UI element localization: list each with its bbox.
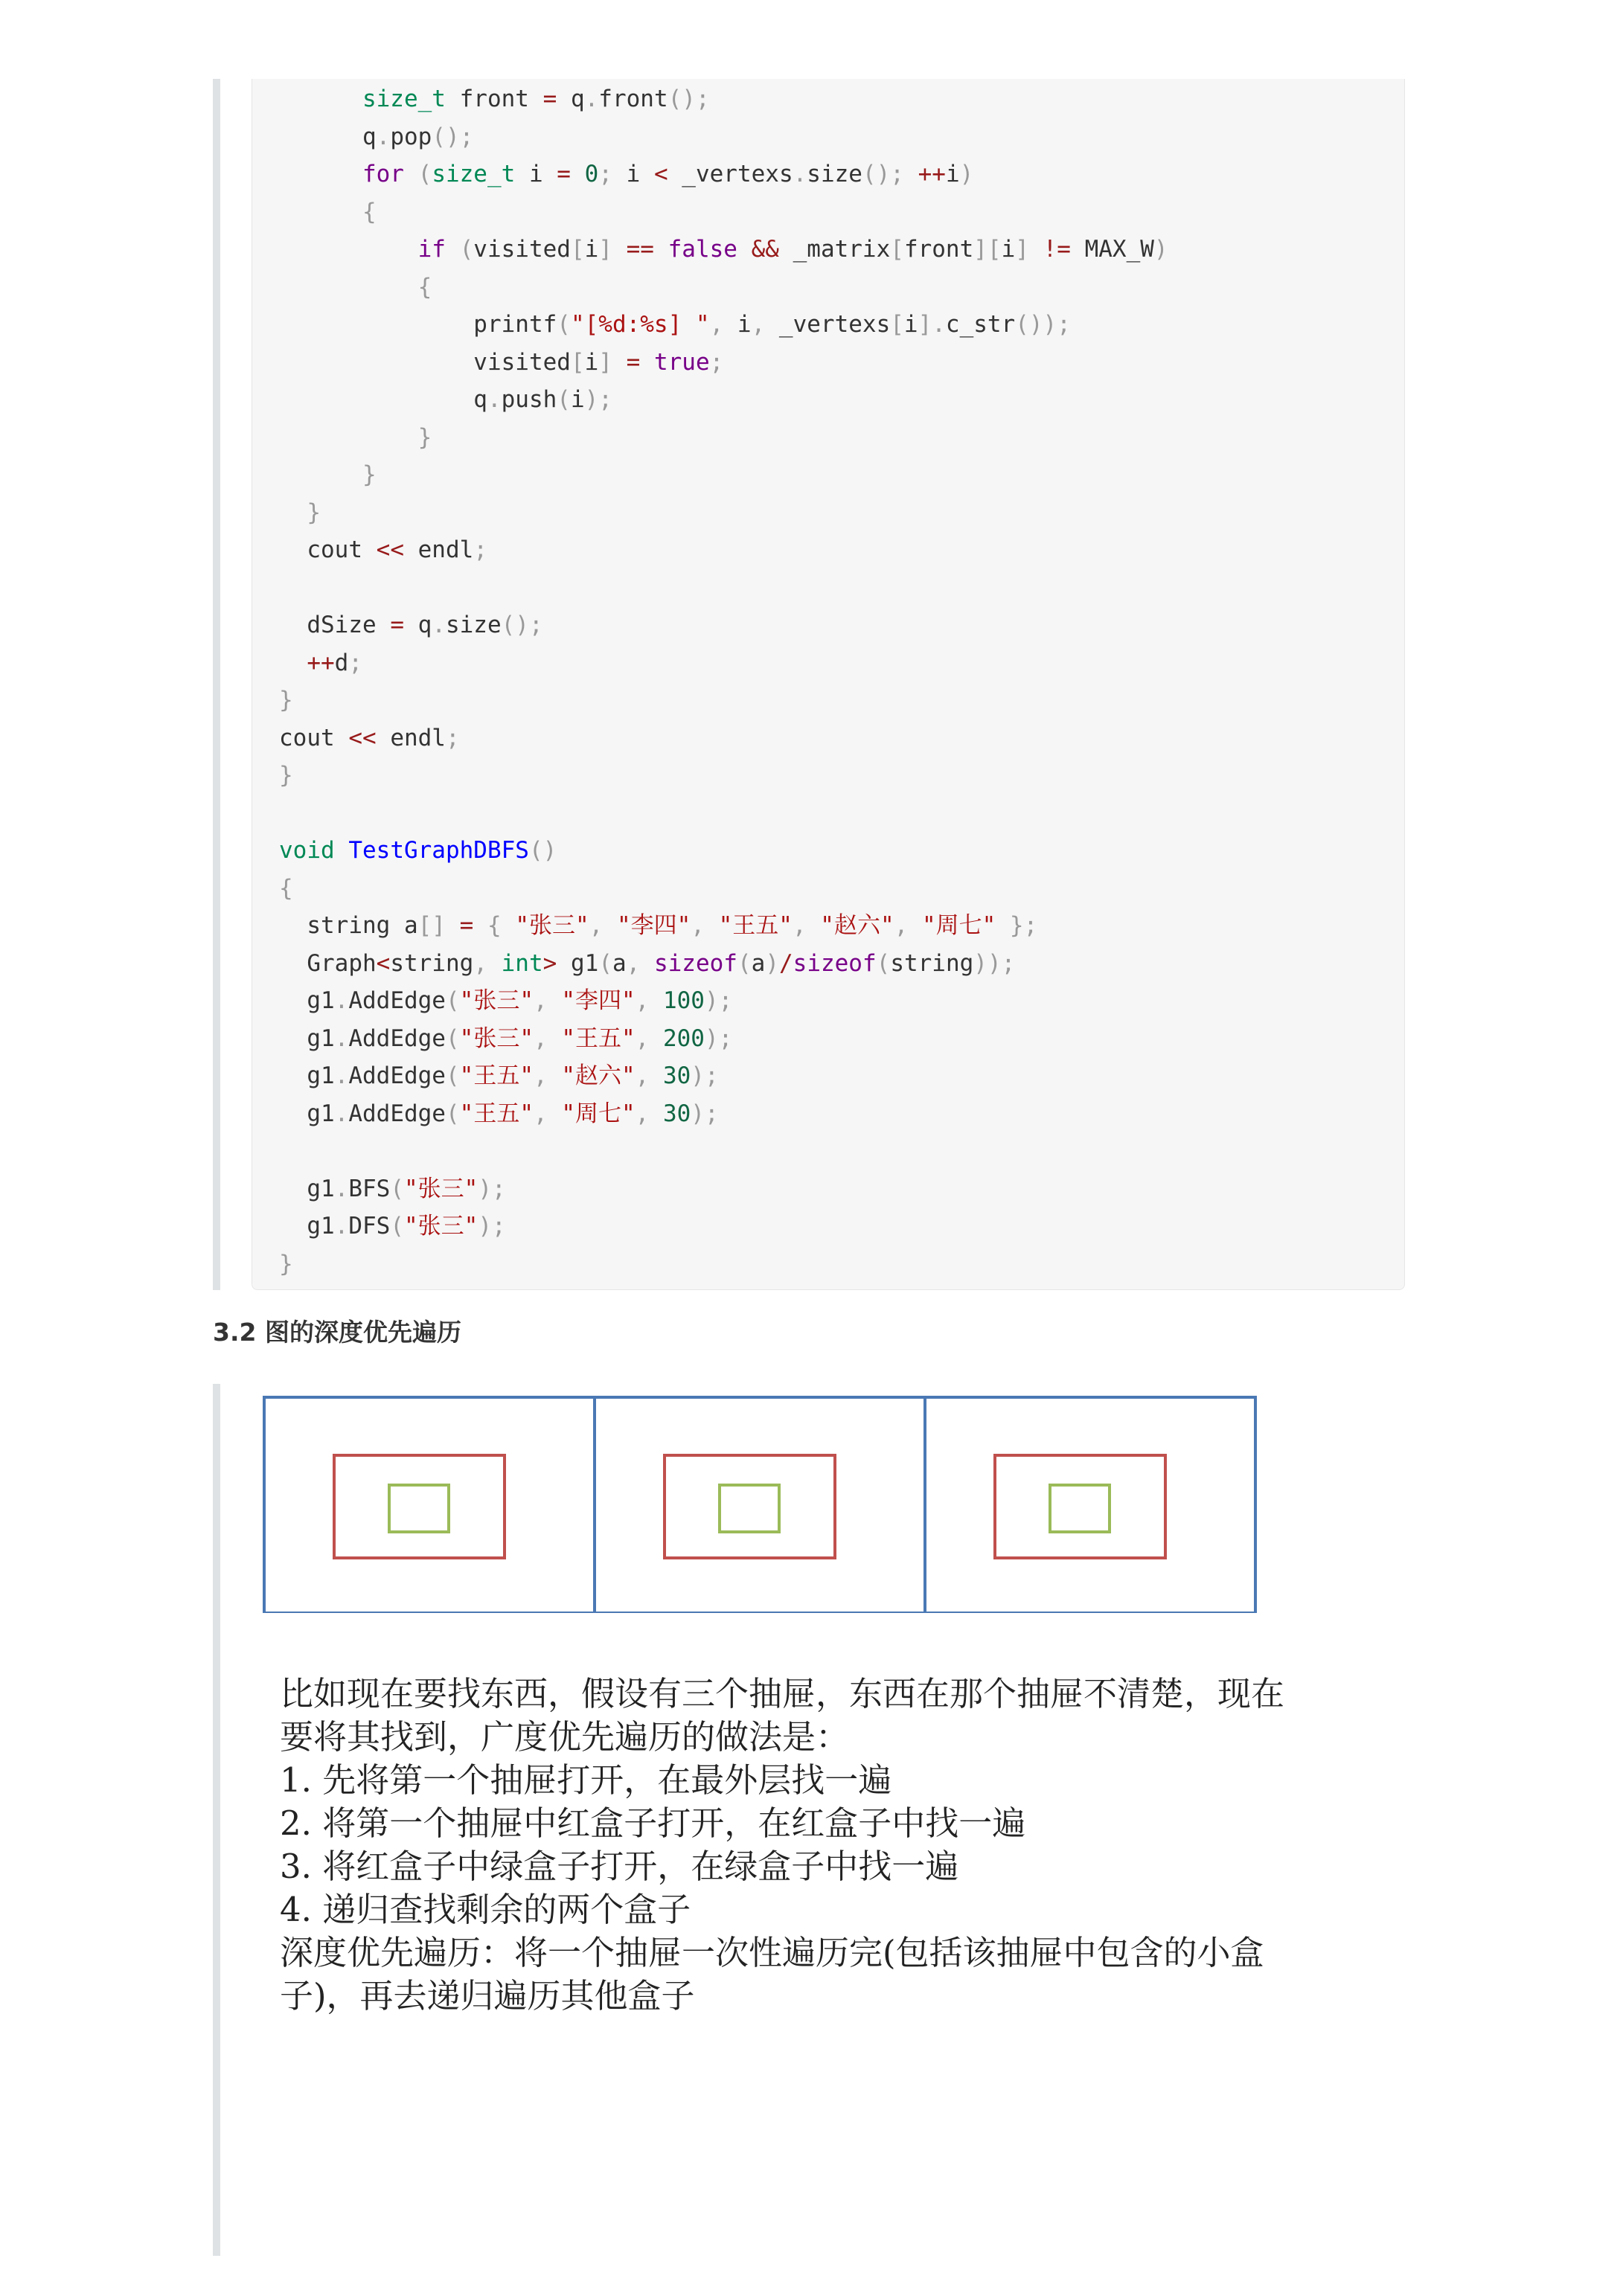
code-token: _matrix xyxy=(778,236,891,263)
code-token: , xyxy=(635,987,663,1014)
description-text xyxy=(280,1673,1411,2018)
code-token: ( xyxy=(390,1213,404,1240)
drawer-1-red-box xyxy=(334,1455,505,1558)
code-line xyxy=(279,193,377,231)
code-token: i xyxy=(903,311,918,338)
code-token: int xyxy=(501,949,543,977)
code-token: , xyxy=(533,987,562,1014)
code-token: )); xyxy=(973,949,1016,977)
code-token: () xyxy=(528,837,557,864)
description-line: 要将其找到，广度优先遍历的做法是： xyxy=(280,1717,850,1757)
code-token: g1 xyxy=(279,1100,335,1127)
code-token: size xyxy=(445,612,502,638)
code-token: i xyxy=(1001,236,1016,263)
code-line xyxy=(279,155,973,193)
code-token: 30 xyxy=(662,1062,691,1089)
code-token: . xyxy=(584,86,599,112)
code-token xyxy=(737,236,752,263)
drawer-2-red-box xyxy=(665,1455,835,1558)
code-token: cout xyxy=(279,536,377,563)
code-token: ++ xyxy=(918,161,946,187)
code-token: sizeof xyxy=(793,949,877,977)
code-token: i xyxy=(584,236,599,263)
code-line xyxy=(279,757,293,794)
code-token: size xyxy=(807,161,862,187)
code-line xyxy=(279,1245,293,1283)
code-token xyxy=(279,161,362,187)
code-token: "周七" xyxy=(561,1100,636,1127)
code-token: , xyxy=(894,912,922,939)
code-token: "赵六" xyxy=(820,912,894,939)
code-token: g1 xyxy=(279,1213,335,1240)
code-token: ); xyxy=(478,1213,506,1240)
description-line: 2. 将第一个抽屉中红盒子打开，在红盒子中找一遍 xyxy=(280,1803,1026,1843)
code-token: . xyxy=(432,612,446,638)
code-token: [ xyxy=(890,236,904,263)
code-token: . xyxy=(334,1175,349,1202)
code-token: MAX_W xyxy=(1070,236,1154,263)
code-token: "李四" xyxy=(616,912,691,939)
code-token: } xyxy=(279,1250,293,1277)
description-line: 3. 将红盒子中绿盒子打开，在绿盒子中找一遍 xyxy=(280,1847,959,1886)
code-line xyxy=(279,80,710,118)
code-token: TestGraphDBFS xyxy=(348,837,529,864)
code-token: . xyxy=(334,987,349,1014)
code-token: ( xyxy=(403,161,432,187)
code-token: visited xyxy=(279,348,571,376)
description-line: 比如现在要找东西，假设有三个抽屉，东西在那个抽屉不清楚，现在 xyxy=(280,1674,1285,1713)
code-token xyxy=(279,199,362,225)
code-line xyxy=(279,644,362,682)
code-token: "张三" xyxy=(515,912,589,939)
code-token: . xyxy=(334,1024,349,1052)
drawer-3-green-box xyxy=(1050,1485,1110,1532)
code-token: string xyxy=(390,949,474,977)
code-token: front xyxy=(445,86,543,112)
section-heading: 3.2 图的深度优先遍历 xyxy=(213,1318,461,1347)
code-token: { xyxy=(279,874,293,902)
code-token: ); xyxy=(584,386,612,413)
description-line: 4. 递归查找剩余的两个盒子 xyxy=(280,1890,691,1929)
code-token: i xyxy=(570,386,585,413)
code-token: "王五" xyxy=(459,1100,534,1127)
code-token: for xyxy=(362,161,404,187)
code-token: d xyxy=(334,649,349,676)
code-token: ( xyxy=(598,949,612,977)
code-token: }; xyxy=(996,912,1038,939)
figure-quote-bar xyxy=(213,1384,220,2256)
code-token: q xyxy=(279,386,487,413)
code-token: ( xyxy=(737,949,752,977)
code-token: 30 xyxy=(662,1100,691,1127)
code-token: g1 xyxy=(279,1175,335,1202)
code-token: > xyxy=(542,949,557,977)
code-token: front xyxy=(903,236,974,263)
code-token: "[%d:%s] " xyxy=(570,311,710,338)
code-token: BFS xyxy=(348,1175,391,1202)
code-token: } xyxy=(279,762,293,789)
code-token: sizeof xyxy=(653,949,737,977)
code-token: ); xyxy=(691,1062,719,1089)
code-token: "王五" xyxy=(459,1062,534,1089)
code-token: i xyxy=(737,311,752,338)
code-token: ++ xyxy=(307,649,335,676)
code-token: , xyxy=(709,311,737,338)
code-token: , xyxy=(533,1100,562,1127)
code-token: . xyxy=(487,386,502,413)
code-line xyxy=(279,907,1037,944)
code-token: ) xyxy=(1153,236,1168,263)
code-token: ); xyxy=(478,1175,506,1202)
code-token: g1 xyxy=(279,1024,335,1052)
code-token: false xyxy=(668,236,737,263)
code-token xyxy=(279,650,307,676)
code-token: , xyxy=(626,949,654,977)
code-token: << xyxy=(348,724,377,751)
code-token xyxy=(279,274,418,301)
code-token: . xyxy=(793,161,807,187)
code-token: , xyxy=(533,1062,562,1089)
code-token: Graph xyxy=(279,949,377,977)
code-token: ][ xyxy=(973,236,1002,263)
code-token xyxy=(279,236,418,263)
code-token: dSize xyxy=(279,612,391,638)
code-token: ; xyxy=(445,724,460,751)
code-token: c_str xyxy=(945,311,1016,338)
code-line xyxy=(279,982,732,1019)
drawer-1-green-box xyxy=(389,1485,449,1532)
code-token: ); xyxy=(691,1100,719,1127)
code-token: } xyxy=(307,498,321,526)
code-token: , xyxy=(473,949,502,977)
code-block xyxy=(252,79,1405,1290)
code-token: ]. xyxy=(918,311,946,338)
code-line xyxy=(279,1020,732,1057)
code-token: "王五" xyxy=(561,1024,636,1052)
code-token: _vertexs xyxy=(778,311,891,338)
code-token: << xyxy=(376,536,404,563)
code-token: = xyxy=(626,348,641,376)
code-token xyxy=(640,349,654,376)
code-token: endl xyxy=(376,724,446,751)
code-token: , xyxy=(635,1062,663,1089)
code-token: , xyxy=(792,912,821,939)
code-line xyxy=(279,306,1071,343)
code-token: , xyxy=(635,1100,663,1127)
code-line xyxy=(279,1170,506,1208)
description-line: 1. 先将第一个抽屉打开，在最外层找一遍 xyxy=(280,1760,892,1800)
code-line xyxy=(279,1208,506,1245)
code-token: [] xyxy=(417,912,460,939)
code-token: i xyxy=(945,161,960,187)
code-token: size_t xyxy=(362,86,446,112)
code-line xyxy=(279,870,293,907)
code-token: ); xyxy=(704,1024,733,1052)
code-token: ] xyxy=(598,348,627,376)
code-token: , xyxy=(533,1024,562,1052)
drawer-3-red-box xyxy=(995,1455,1165,1558)
code-token: size_t xyxy=(432,161,516,187)
code-token: i xyxy=(626,161,654,187)
code-token: ); xyxy=(704,987,733,1014)
code-line xyxy=(279,456,377,493)
description-line: 深度优先遍历：将一个抽屉一次性遍历完(包括该抽屉中包含的小盒 xyxy=(280,1933,1264,1972)
code-line xyxy=(279,682,293,719)
code-token: i xyxy=(584,348,599,376)
code-token xyxy=(654,236,668,263)
code-token: ; xyxy=(348,649,362,676)
code-token xyxy=(335,837,349,864)
code-token: = xyxy=(390,612,404,638)
code-token: g1 xyxy=(279,1062,335,1089)
code-token: < xyxy=(653,161,668,187)
code-line xyxy=(279,344,723,381)
code-token: AddEdge xyxy=(348,1100,446,1127)
code-token: _vertexs xyxy=(668,161,793,187)
code-token: i xyxy=(515,161,557,187)
code-line xyxy=(279,381,612,418)
code-token: ( xyxy=(445,236,474,263)
code-token: . xyxy=(376,123,391,150)
code-token: } xyxy=(362,461,377,488)
code-token: if xyxy=(417,236,446,263)
description-line: 子)，再去递归遍历其他盒子 xyxy=(280,1976,695,2016)
code-token: visited xyxy=(473,236,571,263)
code-token: ( xyxy=(445,987,460,1014)
code-token: "张三" xyxy=(459,1024,534,1052)
code-token: ( xyxy=(390,1175,404,1202)
code-token: ) xyxy=(959,161,974,187)
code-token: (); xyxy=(432,123,474,150)
code-token: ; xyxy=(709,348,724,376)
code-token: (); xyxy=(501,612,543,638)
code-token: true xyxy=(653,348,710,376)
code-line xyxy=(279,606,543,644)
code-line xyxy=(279,1095,719,1132)
code-token: = xyxy=(459,912,474,939)
code-token: { xyxy=(362,198,377,225)
code-token xyxy=(279,424,418,451)
code-token: . xyxy=(334,1213,349,1240)
code-line xyxy=(279,269,432,306)
code-token xyxy=(279,499,307,526)
code-token: . xyxy=(334,1100,349,1127)
code-token: AddEdge xyxy=(348,1024,446,1052)
code-token: , xyxy=(635,1024,663,1052)
code-token: ( xyxy=(557,311,571,338)
code-token: g1 xyxy=(557,949,599,977)
code-token: string xyxy=(890,949,974,977)
code-token: "周七" xyxy=(921,912,996,939)
drawer-diagram xyxy=(260,1390,1265,1613)
code-token: ] xyxy=(598,236,627,263)
code-token: , xyxy=(751,311,779,338)
code-token: ( xyxy=(445,1024,460,1052)
code-token: ) xyxy=(765,949,779,977)
code-line xyxy=(279,832,557,869)
code-token: g1 xyxy=(279,987,335,1014)
code-token: ] xyxy=(1015,236,1043,263)
code-token: "张三" xyxy=(404,1175,478,1202)
code-token: == xyxy=(626,236,654,263)
code-token: void xyxy=(279,837,335,864)
code-token: { xyxy=(417,273,432,301)
code-token: . xyxy=(334,1062,349,1089)
code-token: a xyxy=(612,949,627,977)
code-token: (); xyxy=(668,86,710,112)
code-token: && xyxy=(751,236,779,263)
code-token: ; xyxy=(598,161,627,187)
code-token: push xyxy=(501,386,557,413)
code-token: AddEdge xyxy=(348,987,446,1014)
code-token: } xyxy=(417,423,432,451)
code-token: = xyxy=(542,86,557,112)
code-token: } xyxy=(279,687,293,714)
code-token: q xyxy=(403,612,432,638)
code-line xyxy=(279,531,487,568)
code-token: { xyxy=(473,912,516,939)
code-token: ( xyxy=(876,949,891,977)
code-token: "李四" xyxy=(561,987,636,1014)
code-token xyxy=(279,461,362,488)
code-line xyxy=(279,494,321,531)
code-token: < xyxy=(376,949,391,977)
code-token: = xyxy=(557,161,571,187)
code-token: string a xyxy=(279,912,418,939)
code-token: , xyxy=(589,912,617,939)
code-token: ( xyxy=(445,1100,460,1127)
code-token: ( xyxy=(445,1062,460,1089)
code-token: ()); xyxy=(1015,311,1071,338)
drawer-2-outer-box xyxy=(595,1397,925,1613)
code-token: front xyxy=(598,86,668,112)
drawer-3-outer-box xyxy=(925,1397,1255,1613)
code-token: (); xyxy=(862,161,918,187)
code-line xyxy=(279,719,460,757)
code-line xyxy=(279,231,1168,268)
code-token: "王五" xyxy=(718,912,793,939)
code-token: [ xyxy=(570,236,585,263)
code-token: [ xyxy=(570,348,585,376)
code-token: ( xyxy=(557,386,571,413)
code-token: 200 xyxy=(662,1024,705,1052)
code-line xyxy=(279,1057,719,1094)
code-token: "张三" xyxy=(404,1213,478,1240)
code-token: "张三" xyxy=(459,987,534,1014)
code-token: 0 xyxy=(584,161,599,187)
code-token: 100 xyxy=(662,987,705,1014)
code-token: q xyxy=(557,86,585,112)
code-token xyxy=(279,86,362,112)
code-token: q xyxy=(279,123,377,150)
code-line xyxy=(279,419,432,456)
code-token: AddEdge xyxy=(348,1062,446,1089)
code-token: cout xyxy=(279,724,349,751)
drawer-1-outer-box xyxy=(264,1397,595,1613)
code-token: , xyxy=(691,912,719,939)
drawer-2-green-box xyxy=(720,1485,779,1532)
code-token: "赵六" xyxy=(561,1062,636,1089)
code-token: / xyxy=(778,949,793,977)
code-token: [ xyxy=(890,311,904,338)
code-token: != xyxy=(1043,236,1071,263)
code-token: printf xyxy=(279,311,557,338)
code-line xyxy=(279,118,473,155)
code-line xyxy=(279,945,1015,982)
code-token xyxy=(571,161,585,187)
code-token: endl xyxy=(403,536,474,563)
code-token: DFS xyxy=(348,1213,391,1240)
code-token: pop xyxy=(390,123,432,150)
code-token: a xyxy=(751,949,766,977)
code-token: ; xyxy=(473,536,487,563)
code-quote-bar xyxy=(213,79,220,1290)
